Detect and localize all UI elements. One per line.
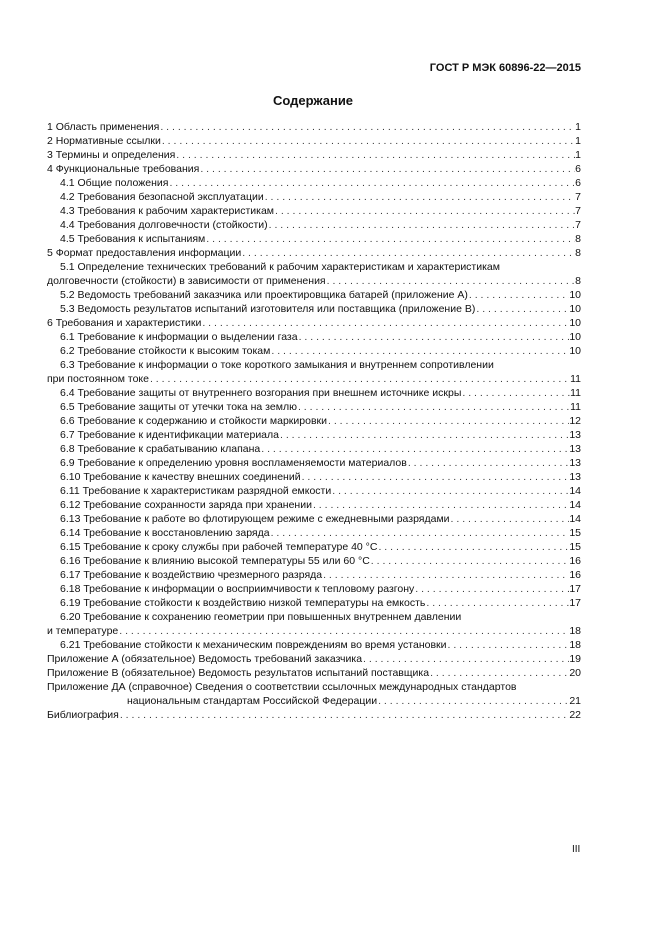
toc-entry-title: долговечности (стойкости) в зависимости от применения bbox=[47, 275, 326, 287]
toc-entry-title: 6.6 Требование к содержанию и стойкости маркировки bbox=[60, 415, 327, 427]
toc-entry-title: 5 Формат предоставления информации bbox=[47, 247, 242, 259]
toc-entry[interactable] bbox=[47, 190, 581, 204]
toc-entry-page: 7 bbox=[575, 219, 581, 231]
toc-entry[interactable] bbox=[47, 218, 581, 232]
toc-entry[interactable] bbox=[47, 484, 581, 498]
toc-entry-page: 10 bbox=[569, 331, 581, 343]
toc-entry[interactable] bbox=[47, 246, 581, 260]
toc-entry[interactable] bbox=[47, 470, 581, 484]
toc-entry-title: 6.18 Требование к информации о восприимчивости к тепловому разгону bbox=[60, 583, 415, 595]
dot-leader bbox=[279, 428, 569, 442]
toc-entry[interactable] bbox=[47, 708, 581, 722]
toc-entry-title: 6.8 Требование к срабатыванию клапана bbox=[60, 443, 261, 455]
toc-entry[interactable] bbox=[47, 414, 581, 428]
toc-entry[interactable] bbox=[47, 288, 581, 302]
toc-entry-page: 11 bbox=[570, 387, 581, 399]
dot-leader bbox=[118, 624, 569, 638]
toc-entry[interactable] bbox=[47, 358, 581, 386]
dot-leader bbox=[175, 148, 575, 162]
toc-entry-title: национальным стандартам Российской Федерации bbox=[127, 695, 378, 707]
dot-leader bbox=[322, 568, 569, 582]
toc-entry-title: 3 Термины и определения bbox=[47, 149, 176, 161]
toc-entry-title: при постоянном токе bbox=[47, 373, 149, 385]
toc-entry-page: 10 bbox=[569, 317, 581, 329]
toc-entry[interactable] bbox=[47, 176, 581, 190]
dot-leader bbox=[377, 540, 569, 554]
dot-leader bbox=[331, 484, 569, 498]
toc-entry-title: 5.1 Определение технических требований к рабочим характеристикам и характеристикам bbox=[60, 261, 500, 273]
toc-entry-page: 10 bbox=[569, 289, 581, 301]
dot-leader bbox=[274, 204, 575, 218]
toc-entry-title: 6.3 Требование к информации о токе короткого замыкания и внутреннем сопротивлении bbox=[60, 359, 494, 371]
dot-leader bbox=[119, 708, 569, 722]
toc-entry-page: 1 bbox=[575, 121, 581, 133]
dot-leader bbox=[199, 162, 575, 176]
dot-leader bbox=[327, 414, 569, 428]
dot-leader bbox=[377, 694, 569, 708]
dot-leader bbox=[326, 274, 576, 288]
toc-entry[interactable] bbox=[47, 428, 581, 442]
toc-entry-title: 6.5 Требование защиты от утечки тока на землю bbox=[60, 401, 297, 413]
toc-entry[interactable] bbox=[47, 666, 581, 680]
toc-entry-title: 5.3 Ведомость результатов испытаний изготовителя или поставщика (приложение В) bbox=[60, 303, 476, 315]
toc-entry-title: 6.10 Требование к качеству внешних соединений bbox=[60, 471, 301, 483]
toc-entry-title: Приложение А (обязательное) Ведомость требований заказчика bbox=[47, 653, 363, 665]
toc-entry[interactable] bbox=[47, 512, 581, 526]
toc-entry-page: 18 bbox=[569, 639, 581, 651]
toc-entry-page: 13 bbox=[569, 443, 581, 455]
toc-entry-page: 8 bbox=[575, 275, 581, 287]
dot-leader bbox=[468, 288, 569, 302]
toc-entry-title: 6.11 Требование к характеристикам разрядной емкости bbox=[60, 485, 332, 497]
toc-entry[interactable] bbox=[47, 498, 581, 512]
toc-entry-title: 6.21 Требование стойкости к механическим повреждениям во время установки bbox=[60, 639, 447, 651]
dot-leader bbox=[414, 582, 569, 596]
toc-entry[interactable] bbox=[47, 568, 581, 582]
dot-leader bbox=[450, 512, 570, 526]
toc-entry-title: Приложение В (обязательное) Ведомость результатов испытаний поставщика bbox=[47, 667, 430, 679]
toc-entry-title: 6.15 Требование к сроку службы при рабочей температуре 40 °С bbox=[60, 541, 378, 553]
toc-entry[interactable] bbox=[47, 260, 581, 288]
toc-entry-page: 14 bbox=[569, 485, 581, 497]
table-of-contents bbox=[47, 120, 581, 722]
toc-entry-title: 4.1 Общие положения bbox=[60, 177, 169, 189]
toc-entry-page: 22 bbox=[569, 709, 581, 721]
toc-entry[interactable] bbox=[47, 400, 581, 414]
toc-entry[interactable] bbox=[47, 680, 581, 708]
page-number: III bbox=[572, 844, 581, 855]
toc-entry[interactable] bbox=[47, 330, 581, 344]
toc-entry[interactable] bbox=[47, 204, 581, 218]
dot-leader bbox=[149, 372, 570, 386]
dot-leader bbox=[370, 554, 570, 568]
toc-entry-title: 4.2 Требования безопасной эксплуатации bbox=[60, 191, 264, 203]
toc-entry-page: 14 bbox=[569, 499, 581, 511]
toc-entry-title: и температуре bbox=[47, 625, 119, 637]
toc-entry[interactable] bbox=[47, 344, 581, 358]
toc-entry-title: 6.7 Требование к идентификации материала bbox=[60, 429, 279, 441]
toc-entry-title: 6.16 Требование к влиянию высокой температуры 55 или 60 °С bbox=[60, 555, 370, 567]
dot-leader bbox=[264, 190, 575, 204]
toc-entry-page: 6 bbox=[575, 177, 581, 189]
toc-entry-page: 13 bbox=[569, 429, 581, 441]
toc-entry[interactable] bbox=[47, 638, 581, 652]
toc-entry[interactable] bbox=[47, 134, 581, 148]
page-title: Содержание bbox=[272, 93, 354, 108]
toc-entry-page: 11 bbox=[570, 373, 581, 385]
dot-leader bbox=[407, 456, 569, 470]
toc-entry-page: 10 bbox=[569, 345, 581, 357]
toc-entry-page: 8 bbox=[575, 247, 581, 259]
toc-entry-title: 1 Область применения bbox=[47, 121, 160, 133]
toc-entry-page: 1 bbox=[575, 149, 581, 161]
toc-entry-title: 4.3 Требования к рабочим характеристикам bbox=[60, 205, 275, 217]
dot-leader bbox=[161, 134, 575, 148]
toc-entry-title: 6.2 Требование стойкости к высоким токам bbox=[60, 345, 271, 357]
dot-leader bbox=[301, 470, 570, 484]
dot-leader bbox=[268, 218, 576, 232]
toc-entry-page: 19 bbox=[569, 653, 581, 665]
dot-leader bbox=[447, 638, 570, 652]
toc-entry[interactable] bbox=[47, 316, 581, 330]
toc-entry[interactable] bbox=[47, 554, 581, 568]
toc-entry-page: 11 bbox=[570, 401, 581, 413]
toc-entry-title: 4.5 Требования к испытаниям bbox=[60, 233, 206, 245]
toc-entry-page: 13 bbox=[569, 471, 581, 483]
toc-entry[interactable] bbox=[47, 302, 581, 316]
toc-entry-title: 6.1 Требование к информации о выделении газа bbox=[60, 331, 298, 343]
toc-entry[interactable] bbox=[47, 582, 581, 596]
toc-entry-title: 6.12 Требование сохранности заряда при хранении bbox=[60, 499, 312, 511]
toc-entry-page: 13 bbox=[569, 457, 581, 469]
toc-entry-title: 6.9 Требование к определению уровня воспламеняемости материалов bbox=[60, 457, 407, 469]
dot-leader bbox=[201, 316, 569, 330]
toc-entry[interactable] bbox=[47, 232, 581, 246]
toc-entry-page: 18 bbox=[569, 625, 581, 637]
dot-leader bbox=[260, 442, 569, 456]
dot-leader bbox=[298, 330, 570, 344]
toc-entry-page: 20 bbox=[569, 667, 581, 679]
toc-entry-page: 7 bbox=[575, 205, 581, 217]
toc-entry[interactable] bbox=[47, 456, 581, 470]
toc-entry-title: 2 Нормативные ссылки bbox=[47, 135, 161, 147]
toc-entry-title: 6 Требования и характеристики bbox=[47, 317, 202, 329]
dot-leader bbox=[362, 652, 569, 666]
toc-entry-page: 8 bbox=[575, 233, 581, 245]
toc-entry-page: 1 bbox=[575, 135, 581, 147]
toc-entry-page: 7 bbox=[575, 191, 581, 203]
toc-entry-page: 17 bbox=[569, 597, 581, 609]
toc-entry-page: 15 bbox=[569, 541, 581, 553]
dot-leader bbox=[168, 176, 575, 190]
document-header: ГОСТ Р МЭК 60896-22—2015 bbox=[429, 62, 581, 74]
toc-entry[interactable] bbox=[47, 652, 581, 666]
toc-entry-page: 17 bbox=[569, 583, 581, 595]
toc-entry-title: Приложение ДА (справочное) Сведения о соответствии ссылочных международных стандартов bbox=[47, 681, 517, 693]
toc-entry-page: 21 bbox=[569, 695, 581, 707]
toc-entry-title: 6.14 Требование к восстановлению заряда bbox=[60, 527, 270, 539]
toc-entry-page: 16 bbox=[569, 555, 581, 567]
toc-entry-title: 6.19 Требование стойкости к воздействию низкой температуры на емкость bbox=[60, 597, 426, 609]
toc-entry-page: 10 bbox=[569, 303, 581, 315]
toc-entry-title: 6.13 Требование к работе во флотирующем режиме с ежедневными разрядами bbox=[60, 513, 450, 525]
toc-entry-title: Библиография bbox=[47, 709, 119, 721]
dot-leader bbox=[429, 666, 569, 680]
dot-leader bbox=[270, 344, 569, 358]
toc-entry-title: 6.20 Требование к сохранению геометрии при повышенных внутреннем давлении bbox=[60, 611, 462, 623]
toc-entry[interactable] bbox=[47, 442, 581, 456]
dot-leader bbox=[475, 302, 569, 316]
dot-leader bbox=[297, 400, 570, 414]
toc-entry-title: 6.4 Требование защиты от внутреннего возгорания при внешнем источнике искры bbox=[60, 387, 462, 399]
toc-entry-page: 14 bbox=[569, 513, 581, 525]
toc-entry-page: 16 bbox=[569, 569, 581, 581]
toc-entry-page: 12 bbox=[569, 415, 581, 427]
toc-entry[interactable] bbox=[47, 540, 581, 554]
toc-entry-page: 15 bbox=[569, 527, 581, 539]
toc-entry[interactable] bbox=[47, 610, 581, 638]
toc-entry-title: 6.17 Требование к воздействию чрезмерного разряда bbox=[60, 569, 323, 581]
toc-entry[interactable] bbox=[47, 526, 581, 540]
dot-leader bbox=[241, 246, 575, 260]
dot-leader bbox=[312, 498, 569, 512]
toc-entry-title: 5.2 Ведомость требований заказчика или проектировщика батарей (приложение А) bbox=[60, 289, 468, 301]
dot-leader bbox=[461, 386, 570, 400]
toc-entry-page: 6 bbox=[575, 163, 581, 175]
dot-leader bbox=[159, 120, 575, 134]
dot-leader bbox=[270, 526, 570, 540]
toc-entry[interactable] bbox=[47, 386, 581, 400]
toc-entry[interactable] bbox=[47, 596, 581, 610]
toc-entry[interactable] bbox=[47, 162, 581, 176]
toc-entry[interactable] bbox=[47, 120, 581, 134]
dot-leader bbox=[425, 596, 569, 610]
toc-entry-title: 4.4 Требования долговечности (стойкости) bbox=[60, 219, 268, 231]
toc-entry[interactable] bbox=[47, 148, 581, 162]
dot-leader bbox=[205, 232, 575, 246]
toc-entry-title: 4 Функциональные требования bbox=[47, 163, 200, 175]
